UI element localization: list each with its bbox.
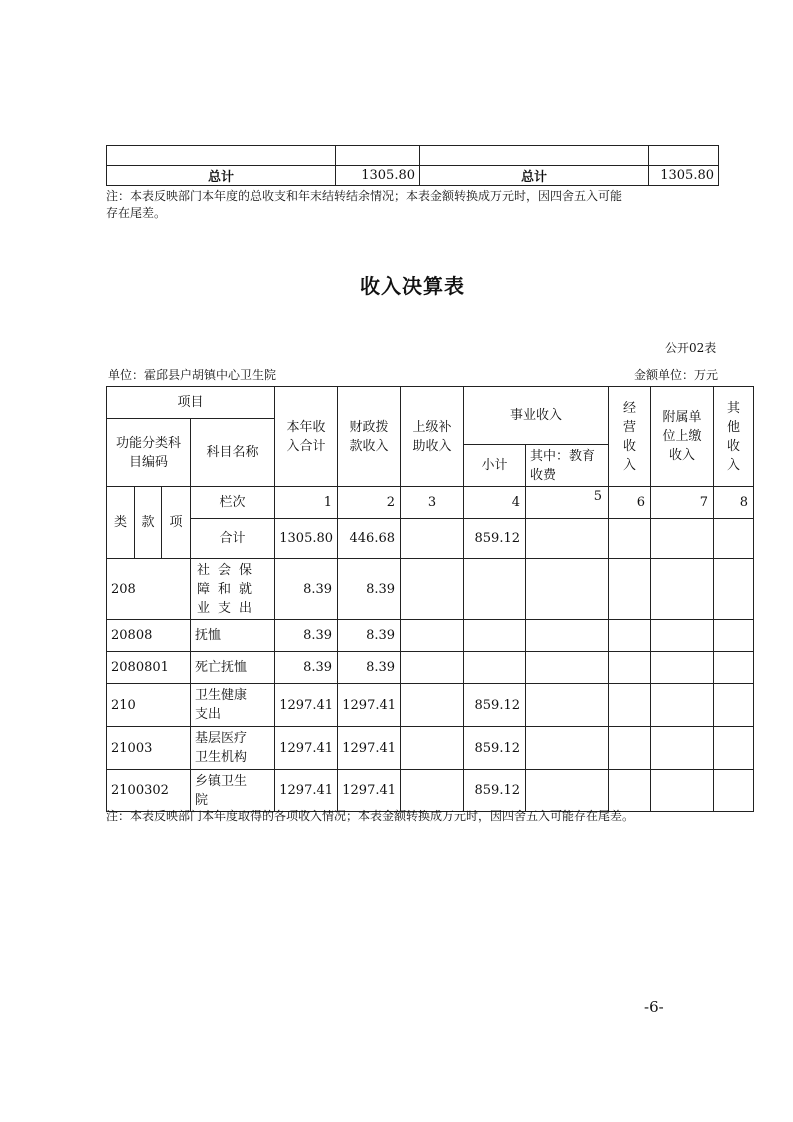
header-item: 项目 <box>107 387 275 419</box>
header-edu-fee: 其中：教育收费 <box>526 445 609 487</box>
summary-continuation-table <box>106 145 719 186</box>
row-code: 2100302 <box>107 770 191 812</box>
header-upper-subsidy: 上级补助收入 <box>401 387 464 487</box>
row-name: 抚恤 <box>191 620 275 652</box>
row-name: 基层医疗卫生机构 <box>191 727 275 770</box>
row-name: 卫生健康支出 <box>191 684 275 727</box>
col-num-3: 3 <box>401 487 464 519</box>
total-label-left: 总计 <box>107 166 336 186</box>
row-total: 1297.41 <box>275 684 338 727</box>
row-fiscal: 8.39 <box>338 652 401 684</box>
header-subject-name: 科目名称 <box>191 419 275 487</box>
row-subtotal <box>464 620 526 652</box>
table-row <box>107 684 754 727</box>
col-num-2: 2 <box>338 487 401 519</box>
unit-label: 单位：霍邱县户胡镇中心卫生院 <box>108 368 277 382</box>
row-subtotal <box>464 652 526 684</box>
sum-subtotal: 859.12 <box>464 519 526 559</box>
row-code: 21003 <box>107 727 191 770</box>
total-value-left: 1305.80 <box>336 166 420 186</box>
header-total-income: 本年收入合计 <box>275 387 338 487</box>
row-code: 208 <box>107 559 191 620</box>
header-affiliated: 附属单位上缴收入 <box>651 387 714 487</box>
row-subtotal: 859.12 <box>464 684 526 727</box>
row-total: 1297.41 <box>275 727 338 770</box>
col-num-6: 6 <box>609 487 651 519</box>
total-row <box>107 166 719 186</box>
top-note-line1: 注：本表反映部门本年度的总收支和年末结转结余情况；本表金额转换成万元时，因四舍五入可能 <box>106 189 623 203</box>
header-func-code: 功能分类科目编码 <box>107 419 191 487</box>
total-label-right: 总计 <box>420 166 649 186</box>
row-name: 死亡抚恤 <box>191 652 275 684</box>
row-fiscal: 1297.41 <box>338 727 401 770</box>
header-row-1 <box>107 387 754 419</box>
row-total: 8.39 <box>275 559 338 620</box>
header-kuan: 款 <box>135 487 162 559</box>
row-fiscal: 8.39 <box>338 620 401 652</box>
blank-row <box>107 146 719 166</box>
bottom-note: 注：本表反映部门本年度取得的各项收入情况；本表金额转换成万元时，因四舍五入可能存在尾差。 <box>106 809 635 823</box>
row-subtotal <box>464 559 526 620</box>
col-num-7: 7 <box>651 487 714 519</box>
table-row <box>107 559 754 620</box>
header-xiang: 项 <box>162 487 191 559</box>
row-name: 乡镇卫生院 <box>191 770 275 812</box>
sum-total: 1305.80 <box>275 519 338 559</box>
sum-fiscal: 446.68 <box>338 519 401 559</box>
header-fiscal: 财政拨款收入 <box>338 387 401 487</box>
row-total: 8.39 <box>275 652 338 684</box>
header-other: 其他收入 <box>714 387 754 487</box>
table-row <box>107 727 754 770</box>
row-code: 2080801 <box>107 652 191 684</box>
total-value-right: 1305.80 <box>649 166 719 186</box>
header-operating: 经营收入 <box>609 387 651 487</box>
row-fiscal: 1297.41 <box>338 684 401 727</box>
col-num-1: 1 <box>275 487 338 519</box>
col-num-5: 5 <box>526 487 609 519</box>
col-num-8: 8 <box>714 487 754 519</box>
page-number: -6- <box>644 998 664 1016</box>
header-lei: 类 <box>107 487 135 559</box>
row-subtotal: 859.12 <box>464 727 526 770</box>
lanci-label: 栏次 <box>191 487 275 519</box>
sum-row <box>107 519 754 559</box>
row-fiscal: 8.39 <box>338 559 401 620</box>
row-total: 8.39 <box>275 620 338 652</box>
sum-label: 合计 <box>191 519 275 559</box>
row-code: 20808 <box>107 620 191 652</box>
column-number-row <box>107 487 754 519</box>
row-subtotal: 859.12 <box>464 770 526 812</box>
row-fiscal: 1297.41 <box>338 770 401 812</box>
col-num-4: 4 <box>464 487 526 519</box>
header-subtotal: 小计 <box>464 445 526 487</box>
table-row <box>107 770 754 812</box>
amount-unit: 金额单位：万元 <box>634 368 719 382</box>
page-title: 收入决算表 <box>360 274 465 298</box>
row-name: 社会保障和就业支出 <box>191 559 275 620</box>
table-row <box>107 652 754 684</box>
table-row <box>107 620 754 652</box>
income-statement-table <box>106 386 754 812</box>
row-code: 210 <box>107 684 191 727</box>
top-note-line2: 存在尾差。 <box>106 206 167 220</box>
header-business-income: 事业收入 <box>464 387 609 445</box>
form-code: 公开02表 <box>665 341 717 355</box>
row-total: 1297.41 <box>275 770 338 812</box>
